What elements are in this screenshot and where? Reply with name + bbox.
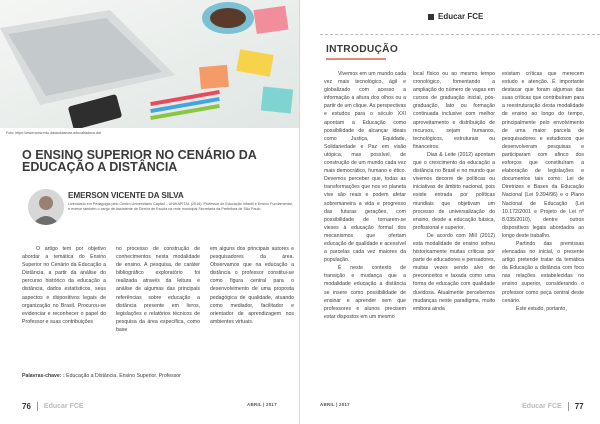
paragraph: Este estudo, portanto,	[516, 305, 567, 312]
right-footer-date	[320, 402, 350, 407]
article-title-line-2: EDUCAÇÃO A DISTÂNCIA	[22, 159, 178, 174]
paragraph: existam críticas que merecem estudo e atenção. É importante destacar que foram algumas das suas críticas que contribuíram para a reestruturação desta modalidade de ensino ao longo do tempo, principalmente pelo envolvimento de uma maior parcela de pesquisadores e estudiosos que desenvolveram pesquisas e participaram com afinco dos esforços que constituíram a elaboração de legislações e documentos tais como: Lei de Diretrizes e Bases da Educação Nacional (Lei 9.394/96) e o Plano Nacional de Educação (Lei 10.172/2001 e Projeto de Lei nº 8.035/2010), dentre outros dispositivos legais abordados ao longo deste trabalho.	[502, 71, 584, 239]
author-name: EMERSON VICENTE DA SILVA	[68, 191, 184, 200]
header-divider	[320, 34, 600, 35]
footer-date: ABRIL | 2017	[247, 402, 277, 407]
right-page	[300, 0, 600, 424]
left-footer	[22, 402, 84, 411]
author-block	[28, 189, 293, 229]
square-bullet-icon	[428, 14, 434, 20]
section-tag	[428, 12, 483, 21]
abstract-columns	[22, 245, 294, 383]
abstract-column-2: no processo de construção de conhecimentos nesta modalidade de ensino. A pesquisa, de caráter bibliográfico exploratório foi realizada através da leitura e análise de algumas das principais referências sobre educação a distância presente em livros, legislações e relatórios técnicos de pesquisa da área específica, como base	[116, 246, 200, 333]
author-bio: Licenciado em Pedagogia pelo Centro Universitário Capital – UNIKAPITAL (2016). Professor de Educação Infantil e Ensino Fundamental, e exerce também o cargo de Assistente de Diretor de Escola na rede municipal Secretaria da Prefeitura de São Paulo.	[68, 202, 293, 211]
heading-underline	[326, 58, 386, 60]
keywords-text: Educação a Distância. Ensino Superior. Professor	[66, 373, 181, 379]
paragraph: Dias & Leite (2012) apontam que o crescimento da educação a distância no Brasil e no mundo que vivemos decorre de políticas ou iniciativas de âmbito nacional, pois existe entrada por políticas mundiais que objetivam um processo de universalização do ensino, desde a educação básica, profissional e superior.	[413, 151, 495, 231]
footer-divider	[568, 402, 569, 411]
article-title-line-1: O ENSINO SUPERIOR NO CENÁRIO DA	[22, 148, 257, 162]
page-number: 77	[574, 402, 584, 411]
footer-divider	[37, 402, 38, 411]
right-footer	[522, 402, 584, 411]
section-tag-label: Educar FCE	[438, 12, 484, 21]
paragraph: local físico ou ao mesmo tempo cronológico, fomentando a ampliação do número de vagas em cursos de graduação inicial, pós-graduação, lato ou formação continuada inclusive com melhor aproveitamento e distribuição de recursos, sejam humanos, tecnológicos, estruturais ou financeiros.	[413, 71, 495, 150]
abstract-column-3: em alguns dos principais autores e pesquisadores da área. Observamos que na educação a distância o professor constitui-se como figura central para o desenvolvimento de uma proposta pedagógica de qualidade, atuando como mediador, facilitador e orientador de aprendizagem nos ambientes virtuais.	[210, 246, 294, 325]
footer-date: ABRIL | 2017	[320, 402, 350, 407]
body-column-3	[502, 70, 584, 313]
author-avatar	[28, 189, 64, 225]
keywords-label: Palavras-chave: :	[22, 373, 65, 379]
body-column-1	[324, 70, 406, 321]
page-number: 76	[22, 402, 31, 411]
left-page	[0, 0, 299, 424]
photo-caption: Foto: https://www.www.edu.dasausasmax.educabadeca.dal	[6, 131, 101, 135]
section-heading: INTRODUÇÃO	[326, 44, 399, 55]
left-footer-date	[247, 402, 277, 407]
paragraph: Vivemos em um mundo cada vez mais tecnológico, ágil e globalizado com acesso a informação a altura dos olhos ou a partir de um clique. As perspectivas e estudos para o século XXI apontam a Educação como possibilidade de alcançar ideais como Justiça, Equidade, Solidariedade e Paz em visão utópica, mas possível, de construção de um mundo cada vez mais democrático, humano e ético. Devemos perceber que, todas as transformações que nos vo planeta vive são reais e podem afetar sobremaneira a vida e progresso das futuras gerações, com possibilidade de tornarem-se vieses à educação formal dos mecanismos que ofertam educação de qualidade e acessível a parcelas cada vez maiores da população.	[324, 71, 406, 264]
footer-brand: Educar FCE	[522, 403, 562, 410]
article-title	[22, 150, 292, 173]
paragraph: Partindo das premissas elencadas no inicial, o presente artigo pretende tratar da temática da Educação a distância com foco nas relações estabelecidas no ensino superior, considerando o professor como peça central deste cenário.	[502, 240, 584, 304]
paragraph: É neste contexto de transição e mudança que a modalidade educação a distância se insere como possibilidade de ensinar e aprender sem que professores e alunos precisem estar dispostos em um mesmo	[324, 265, 406, 320]
header-photo	[0, 0, 299, 128]
body-column-2	[413, 70, 495, 313]
abstract-column-1: O artigo tem por objetivo abordar a temática do Ensino Superior no Cenário da Educação a Distância, a partir da análise do percurso histórico da educação a distância, dados estatísticos, seus aspectos e dispositivos legais de organização no Brasil. Procurou-se evidenciar e reconhecer o papel do Professor e suas contribuições	[22, 246, 106, 325]
paragraph: De acordo com Mill (2012) esta modalidade de ensino sofreu historicamente muitas críticas por parte de educadores e pensadores, muitas vezes sendo alvo de preconceitos e taxada como uma forma de educação com qualidade duvidosa. Atualmente percebemos mudanças neste paradigma, muito embora ainda	[413, 232, 495, 312]
keywords	[22, 373, 181, 379]
footer-brand: Educar FCE	[43, 403, 84, 410]
